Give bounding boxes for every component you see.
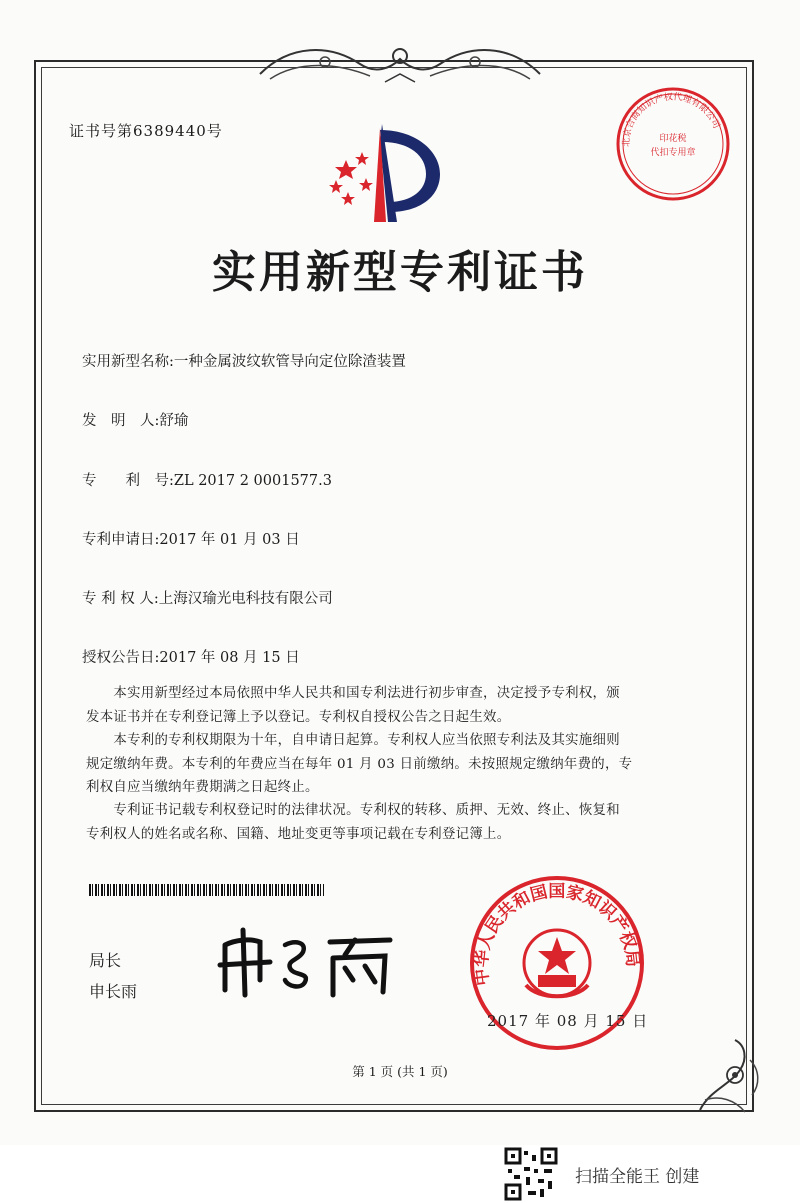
field-value: 舒瑜 (159, 413, 189, 429)
body-line: 专利证书记载专利权登记时的法律状况。专利权的转移、质押、无效、终止、恢复和 (86, 803, 620, 818)
body-paragraph-2 (86, 729, 698, 800)
handwritten-signature (215, 920, 405, 1000)
field-patentee (82, 587, 333, 608)
seal-date: 2017 年 08 月 15 日 (487, 1012, 649, 1030)
certificate-title: 实用新型专利证书 (212, 247, 588, 298)
body-paragraph-3 (86, 799, 698, 846)
field-label: 发 明 人: (82, 413, 160, 429)
field-label: 专 利 号: (82, 473, 174, 489)
patent-office-logo (322, 122, 442, 227)
field-label: 授权公告日: (82, 650, 160, 666)
field-application-date (82, 528, 300, 549)
field-value: 2017 年 01 月 03 日 (159, 532, 300, 548)
field-label: 专 利 权 人: (82, 591, 159, 607)
field-label: 专利申请日: (82, 532, 160, 548)
field-value: 一种金属波纹软管导向定位除渣装置 (173, 354, 406, 370)
svg-text:北京合商知识产权代理有限公司: 北京合商知识产权代理有限公司 (621, 92, 722, 147)
field-grant-date (82, 646, 300, 667)
seal-text: 中华人民共和国国家知识产权局 (471, 881, 643, 987)
scanner-credit-label: 扫描全能王 创建 (575, 1167, 700, 1187)
body-line: 利权自应当缴纳年费期满之日起终止。 (86, 780, 319, 795)
body-line: 发本证书并在专利登记簿上予以登记。专利权自授权公告之日起生效。 (86, 709, 511, 725)
field-utility-model-name (82, 350, 406, 371)
field-label: 实用新型名称: (82, 354, 174, 370)
body-line: 本实用新型经过本局依照中华人民共和国专利法进行初步审查，决定授予专利权，颁 (86, 686, 620, 701)
field-patent-number (82, 469, 332, 490)
svg-text:中华人民共和国国家知识产权局 (471, 881, 643, 987)
body-paragraph-1 (86, 682, 698, 729)
page-number: 第 1 页 (共 1 页) (352, 1064, 448, 1079)
tax-stamp-seal (612, 85, 734, 203)
body-line: 专利权人的姓名或名称、国籍、地址变更等事项记载在专利登记簿上。 (86, 826, 511, 842)
barcode (89, 884, 324, 896)
field-inventor (82, 409, 188, 430)
field-value: 上海汉瑜光电科技有限公司 (158, 591, 333, 607)
body-line: 规定缴纳年费。本专利的年费应当在每年 01 月 03 日前缴纳。未按照规定缴纳年费的，专 (86, 756, 633, 772)
top-floral-ornament (250, 34, 550, 94)
svg-text:印花税: 印花税 (659, 134, 687, 144)
director-name: 申长雨 (89, 982, 138, 1001)
field-value: ZL 2017 2 0001577.3 (173, 473, 332, 489)
certificate-number: 证书号第6389440号 (69, 122, 223, 140)
field-value: 2017 年 08 月 15 日 (159, 650, 300, 666)
body-line: 本专利的专利权期限为十年，自申请日起算。专利权人应当依照专利法及其实施细则 (86, 733, 620, 748)
svg-text:代扣专用章: 代扣专用章 (650, 148, 696, 158)
director-title: 局长 (89, 951, 122, 970)
qr-code-icon (504, 1147, 558, 1201)
